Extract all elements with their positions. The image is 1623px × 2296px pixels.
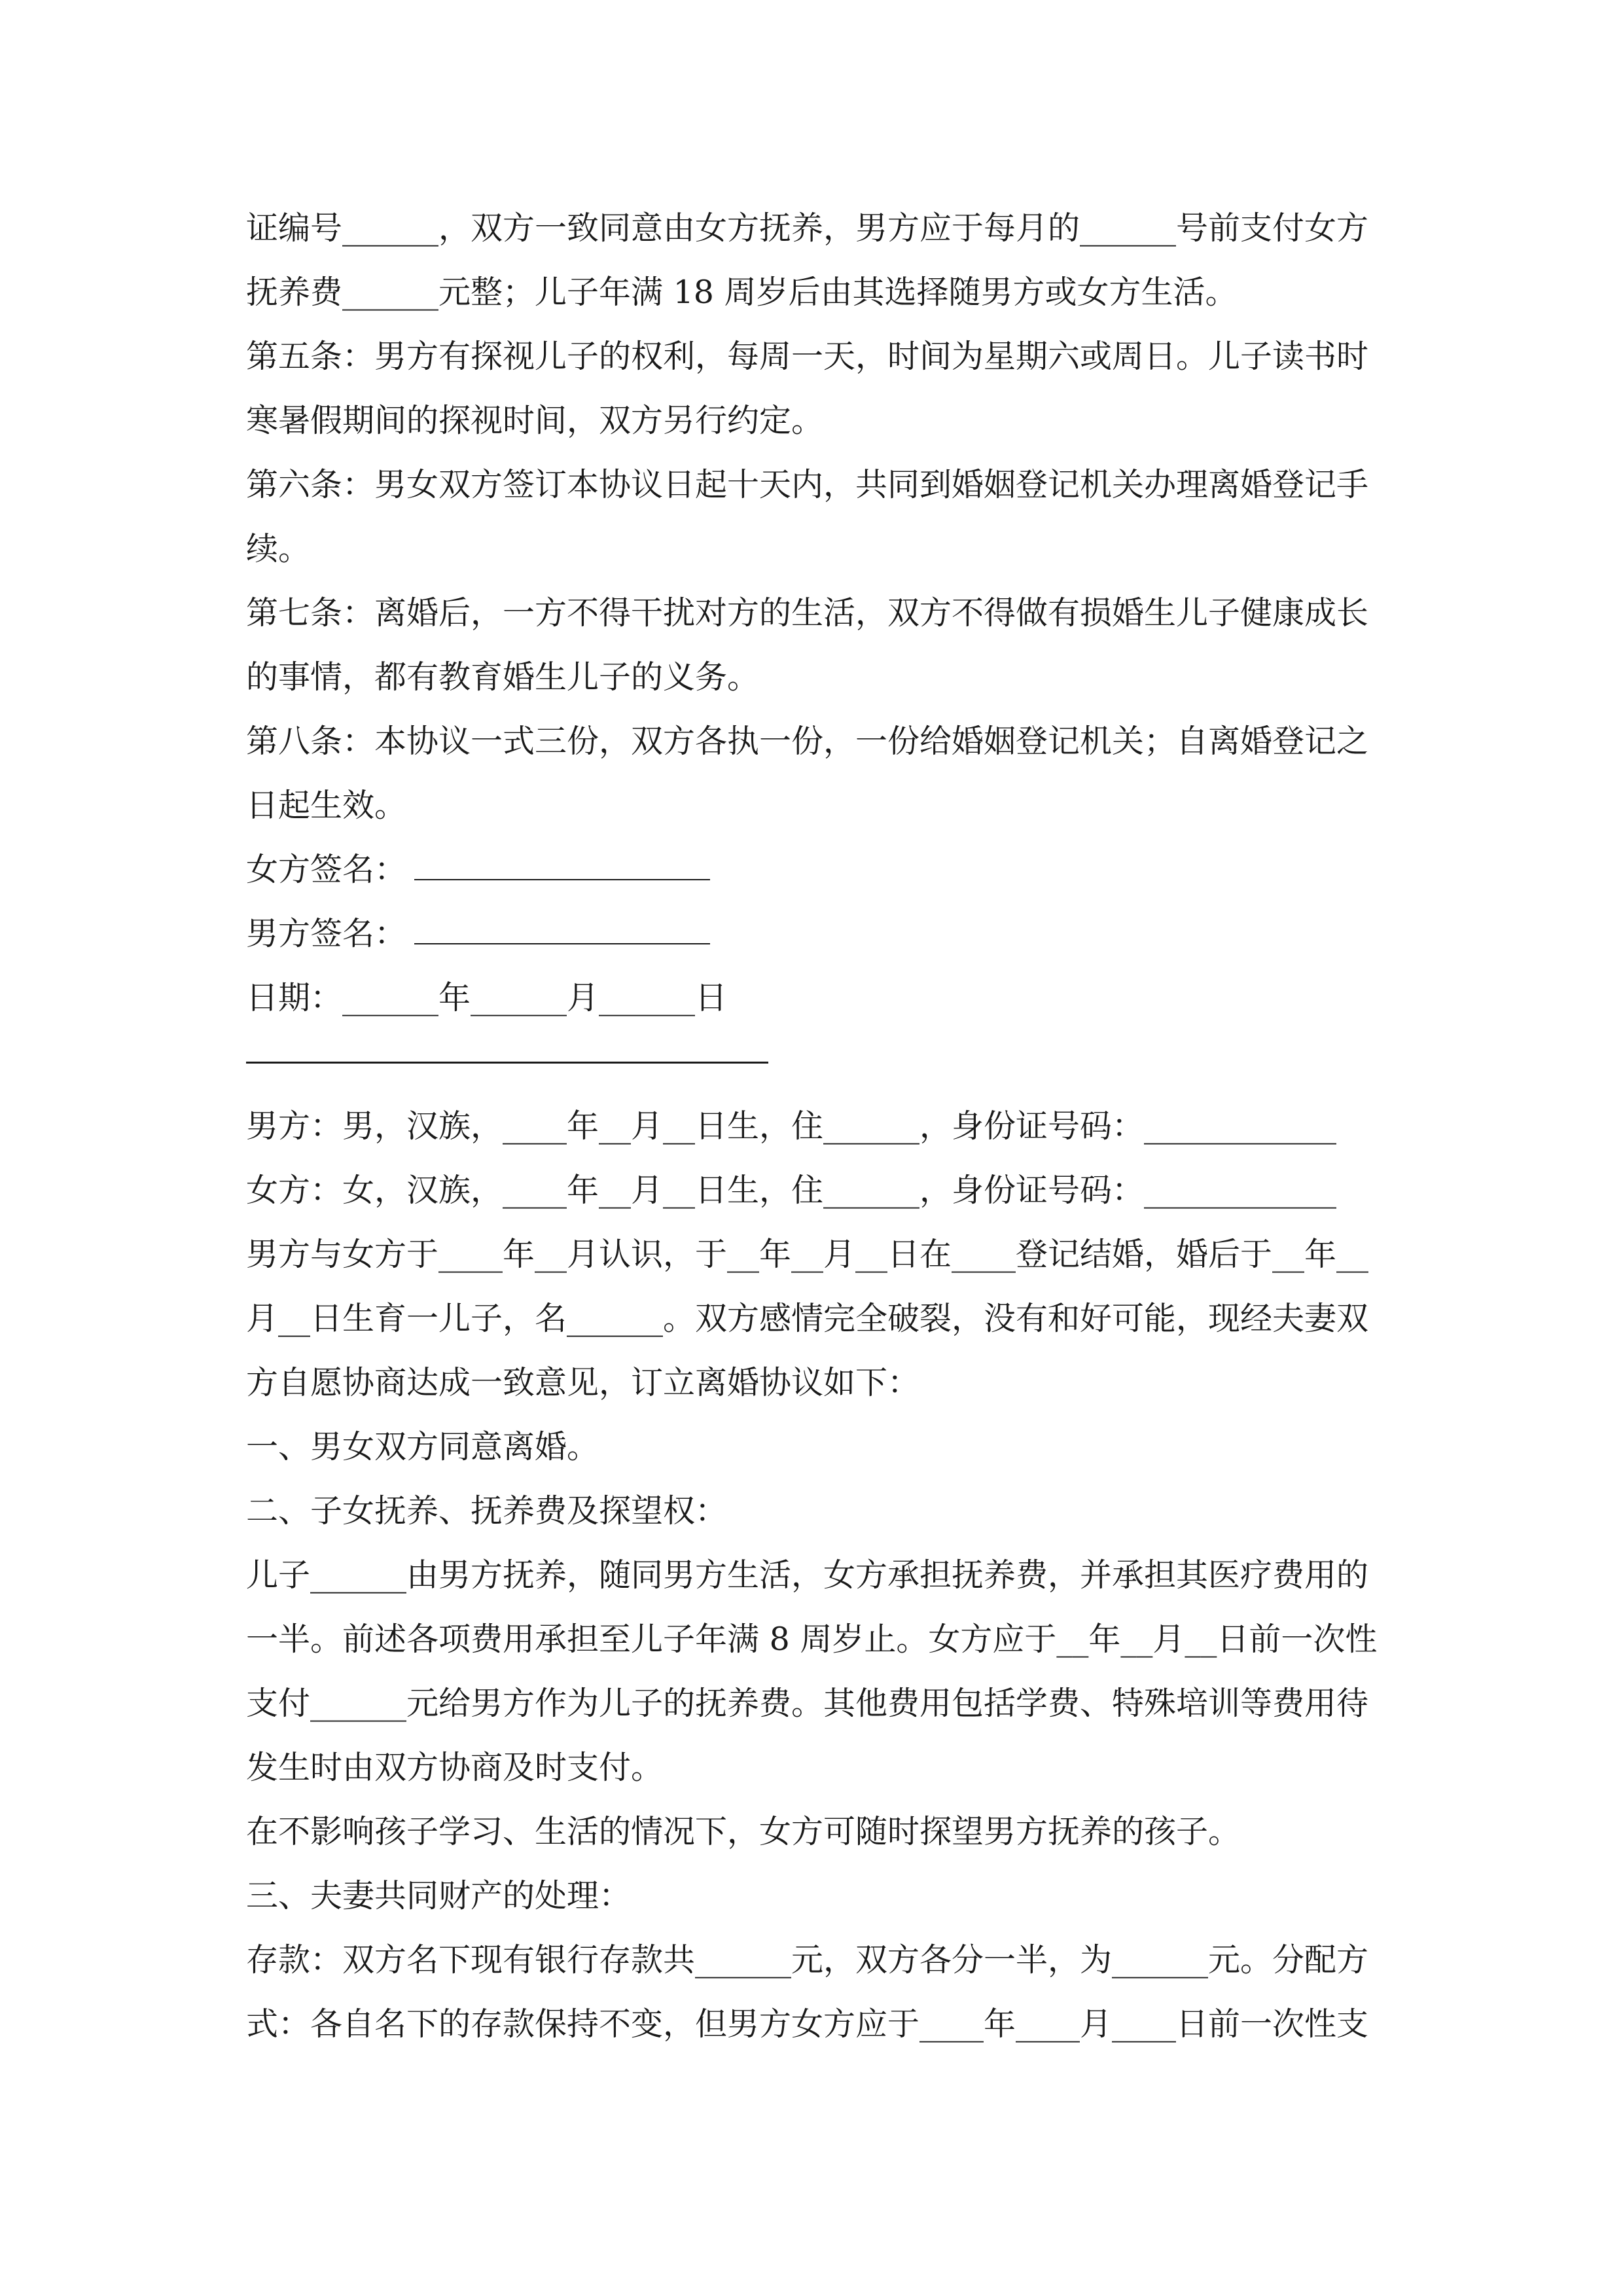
paragraph-line: 月__日生育一儿子，名______。双方感情完全破裂，没有和好可能，现经夫妻双 — [246, 1300, 1369, 1337]
document-body — [246, 196, 1378, 2056]
article-6-line: 第六条：男女双方签订本协议日起十天内，共同到婚姻登记机关办理离婚登记手 — [246, 466, 1369, 503]
section-2-heading: 二、子女抚养、抚养费及探望权： — [246, 1492, 728, 1530]
article-5-line: 第五条：男方有探视儿子的权利，每周一天，时间为星期六或周日。儿子读书时 — [246, 338, 1369, 375]
section-3-heading: 三、夫妻共同财产的处理： — [246, 1877, 632, 1914]
paragraph-line: 证编号______，双方一致同意由女方抚养，男方应于每月的______号前支付女方 — [246, 209, 1369, 247]
female-signature-field — [414, 858, 710, 880]
article-7-line: 第七条：离婚后，一方不得干扰对方的生活，双方不得做有损婚生儿子健康成长 — [246, 594, 1369, 632]
female-signature-label: 女方签名： — [246, 851, 407, 888]
separator-rule — [246, 1062, 768, 1064]
paragraph-line: 式：各自名下的存款保持不变，但男方女方应于____年____月____日前一次性支 — [246, 2005, 1369, 2043]
section-separator — [246, 1030, 1378, 1094]
paragraph-line: 日起生效。 — [246, 787, 407, 824]
female-signature-row — [246, 838, 1378, 902]
paragraph-line: 寒暑假期间的探视时间，双方另行约定。 — [246, 402, 824, 439]
paragraph-line: 发生时由双方协商及时支付。 — [246, 1749, 664, 1786]
paragraph-line: 方自愿协商达成一致意见，订立离婚协议如下： — [246, 1364, 920, 1401]
paragraph-line: 存款：双方名下现有银行存款共______元，双方各分一半，为______元。分配方 — [246, 1941, 1369, 1979]
paragraph-line: 在不影响孩子学习、生活的情况下，女方可随时探望男方抚养的孩子。 — [246, 1813, 1241, 1850]
article-8-line: 第八条：本协议一式三份，双方各执一份，一份给婚姻登记机关；自离婚登记之 — [246, 723, 1369, 760]
male-party-line: 男方：男，汉族，____年__月__日生，住______，身份证号码：____________ — [246, 1107, 1337, 1145]
paragraph-line: 一半。前述各项费用承担至儿子年满 8 周岁止。女方应于__年__月__日前一次性 — [246, 1621, 1378, 1658]
paragraph-line: 续。 — [246, 530, 311, 567]
male-signature-row — [246, 902, 1378, 966]
paragraph-line: 的事情，都有教育婚生儿子的义务。 — [246, 658, 760, 696]
date-line: 日期：______年______月______日 — [246, 979, 728, 1016]
section-1-heading: 一、男女双方同意离婚。 — [246, 1428, 599, 1465]
paragraph-line: 支付______元给男方作为儿子的抚养费。其他费用包括学费、特殊培训等费用待 — [246, 1685, 1369, 1722]
female-party-line: 女方：女，汉族，____年__月__日生，住______，身份证号码：____________ — [246, 1172, 1337, 1209]
male-signature-field — [414, 922, 710, 944]
male-signature-label: 男方签名： — [246, 915, 407, 952]
paragraph-line: 儿子______由男方抚养，随同男方生活，女方承担抚养费，并承担其医疗费用的 — [246, 1556, 1369, 1594]
paragraph-line: 男方与女方于____年__月认识，于__年__月__日在____登记结婚，婚后于__年__ — [246, 1236, 1369, 1273]
paragraph-line: 抚养费______元整；儿子年满 18 周岁后由其选择随男方或女方生活。 — [246, 274, 1238, 311]
